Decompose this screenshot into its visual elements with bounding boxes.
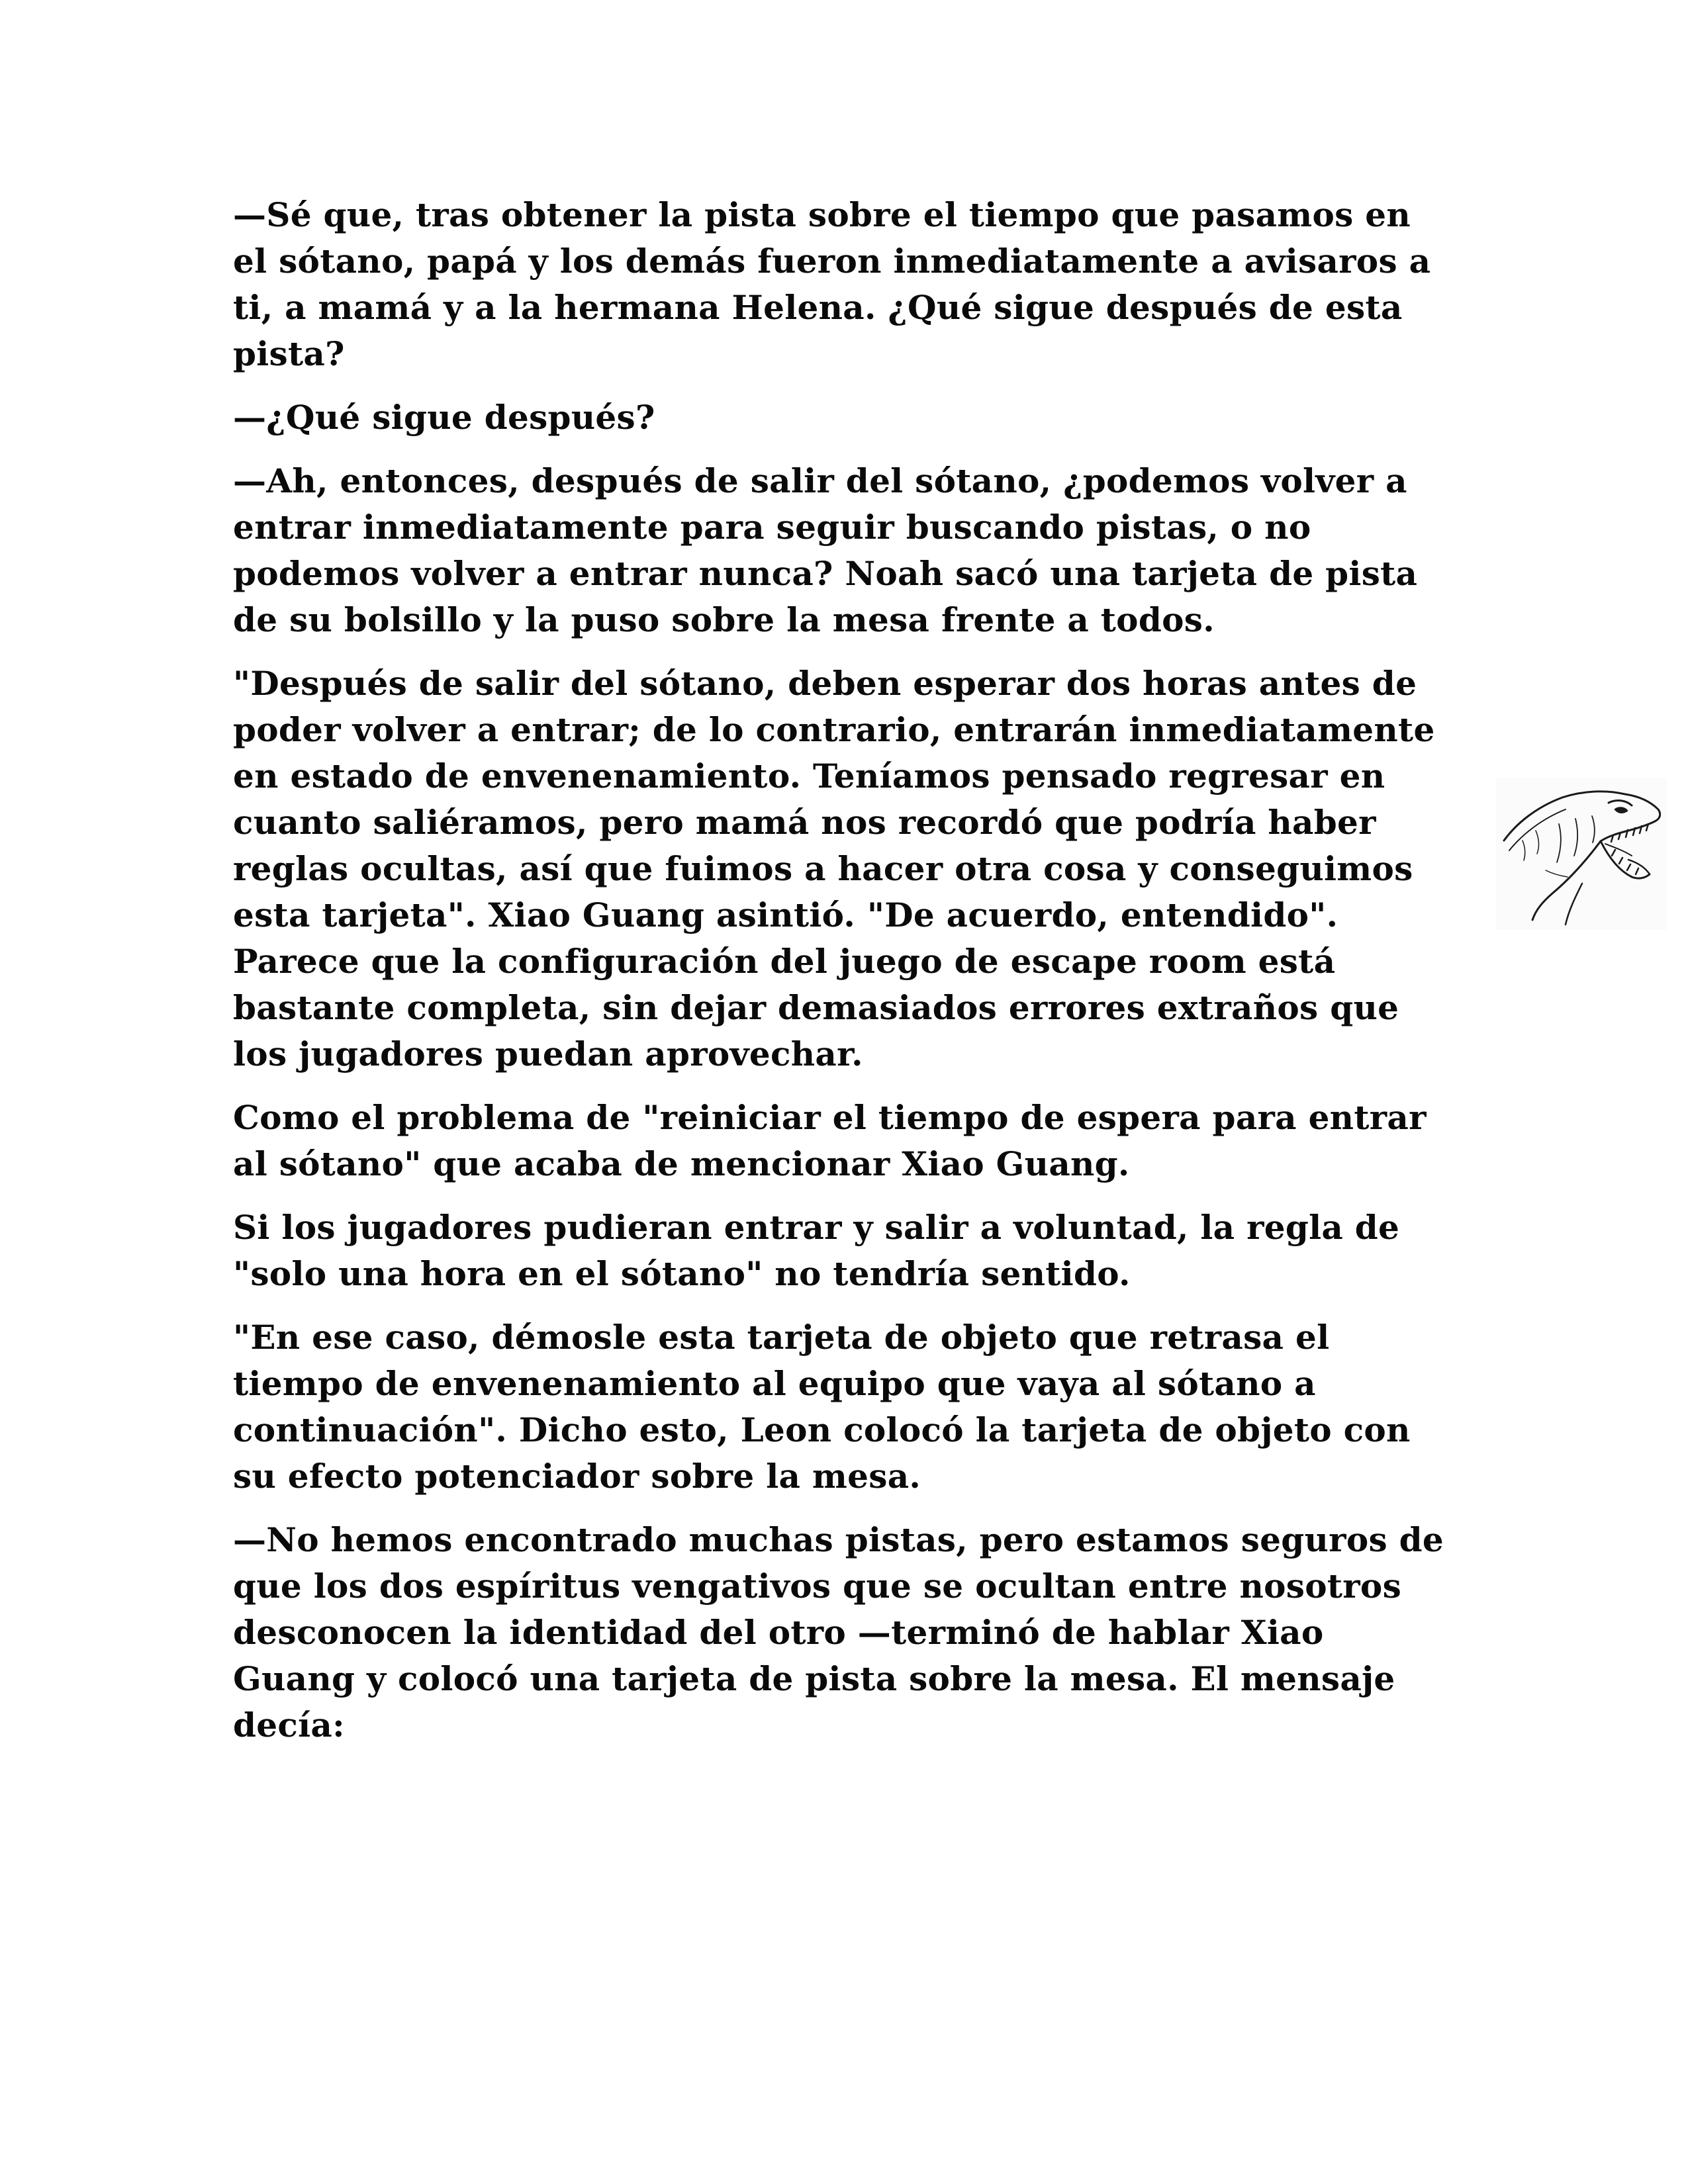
paragraph-1: —Sé que, tras obtener la pista sobre el tiempo que pasamos en el sótano, papá y los demás fueron inmediatamente a avisaros a ti, a mamá y a la hermana Helena. ¿Qué sigue después de esta pista? bbox=[233, 195, 1431, 373]
paragraph-7: "En ese caso, démosle esta tarjeta de objeto que retrasa el tiempo de envenenamiento al equipo que vaya al sótano a continuación". Dicho esto, Leon colocó la tarjeta de objeto con su efecto potenciador sobre la mesa. bbox=[233, 1318, 1411, 1496]
paragraph-6: Si los jugadores pudieran entrar y salir a voluntad, la regla de "solo una hora en el sótano" no tendría sentido. bbox=[233, 1208, 1400, 1293]
paragraph-8: —No hemos encontrado muchas pistas, pero estamos seguros de que los dos espíritus vengativos que se ocultan entre nosotros desconocen la identidad del otro —terminó de hablar Xiao Guang y colocó una tarjeta de pista sobre la mesa. El mensaje decía: bbox=[233, 1520, 1444, 1745]
paragraph-4: "Después de salir del sótano, deben esperar dos horas antes de poder volver a entrar; de lo contrario, entrarán inmediatamente en estado de envenenamiento. Teníamos pensado regresar en cuanto saliéramos, pero mamá nos recordó que podría haber reglas ocultas, así que fuimos a hacer otra cosa y conseguimos esta tarjeta". Xiao Guang asintió. "De acuerdo, entendido". Parece que la configuración del juego de escape room está bastante completa, sin dejar demasiados errores extraños que los jugadores puedan aprovechar. bbox=[233, 664, 1435, 1073]
body-text bbox=[233, 192, 1444, 1766]
paragraph-5: Como el problema de "reiniciar el tiempo de espera para entrar al sótano" que acaba de mencionar Xiao Guang. bbox=[233, 1098, 1427, 1183]
paragraph-3: —Ah, entonces, después de salir del sótano, ¿podemos volver a entrar inmediatamente para seguir buscando pistas, o no podemos volver a entrar nunca? Noah sacó una tarjeta de pista de su bolsillo y la puso sobre la mesa frente a todos. bbox=[233, 461, 1418, 639]
dinosaur-sketch-icon bbox=[1496, 778, 1667, 930]
paragraph-2: —¿Qué sigue después? bbox=[233, 398, 655, 437]
